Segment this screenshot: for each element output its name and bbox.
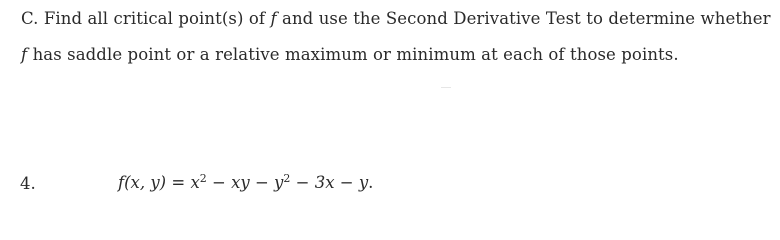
period: .: [368, 173, 374, 192]
term-x: x: [190, 173, 200, 192]
instruction-text: C. Find all critical point(s) of: [21, 9, 271, 28]
instruction-text: and use the Second Derivative Test to determine whether: [276, 9, 771, 28]
function-lhs: f(x, y): [118, 173, 167, 192]
function-symbol: f: [21, 45, 28, 64]
term-xy: xy: [231, 173, 250, 192]
minus-sign: −: [334, 173, 359, 192]
exponent: 2: [199, 172, 207, 185]
equals-sign: =: [166, 173, 191, 192]
stray-mark: [441, 87, 451, 88]
problem-instruction-line-2: [21, 45, 679, 64]
minus-sign: −: [290, 173, 315, 192]
term-y: y: [358, 173, 369, 192]
function-symbol: f: [270, 9, 277, 28]
term-3x: 3x: [314, 173, 335, 192]
term-y: y: [274, 173, 284, 192]
exercise-number: 4.: [20, 174, 36, 193]
minus-sign: −: [206, 173, 232, 192]
minus-sign: −: [249, 173, 275, 192]
function-definition: [118, 172, 373, 192]
exponent: 2: [283, 172, 291, 185]
problem-instruction-line-1: [21, 9, 771, 28]
instruction-text: has saddle point or a relative maximum or minimum at each of those points.: [27, 45, 679, 64]
